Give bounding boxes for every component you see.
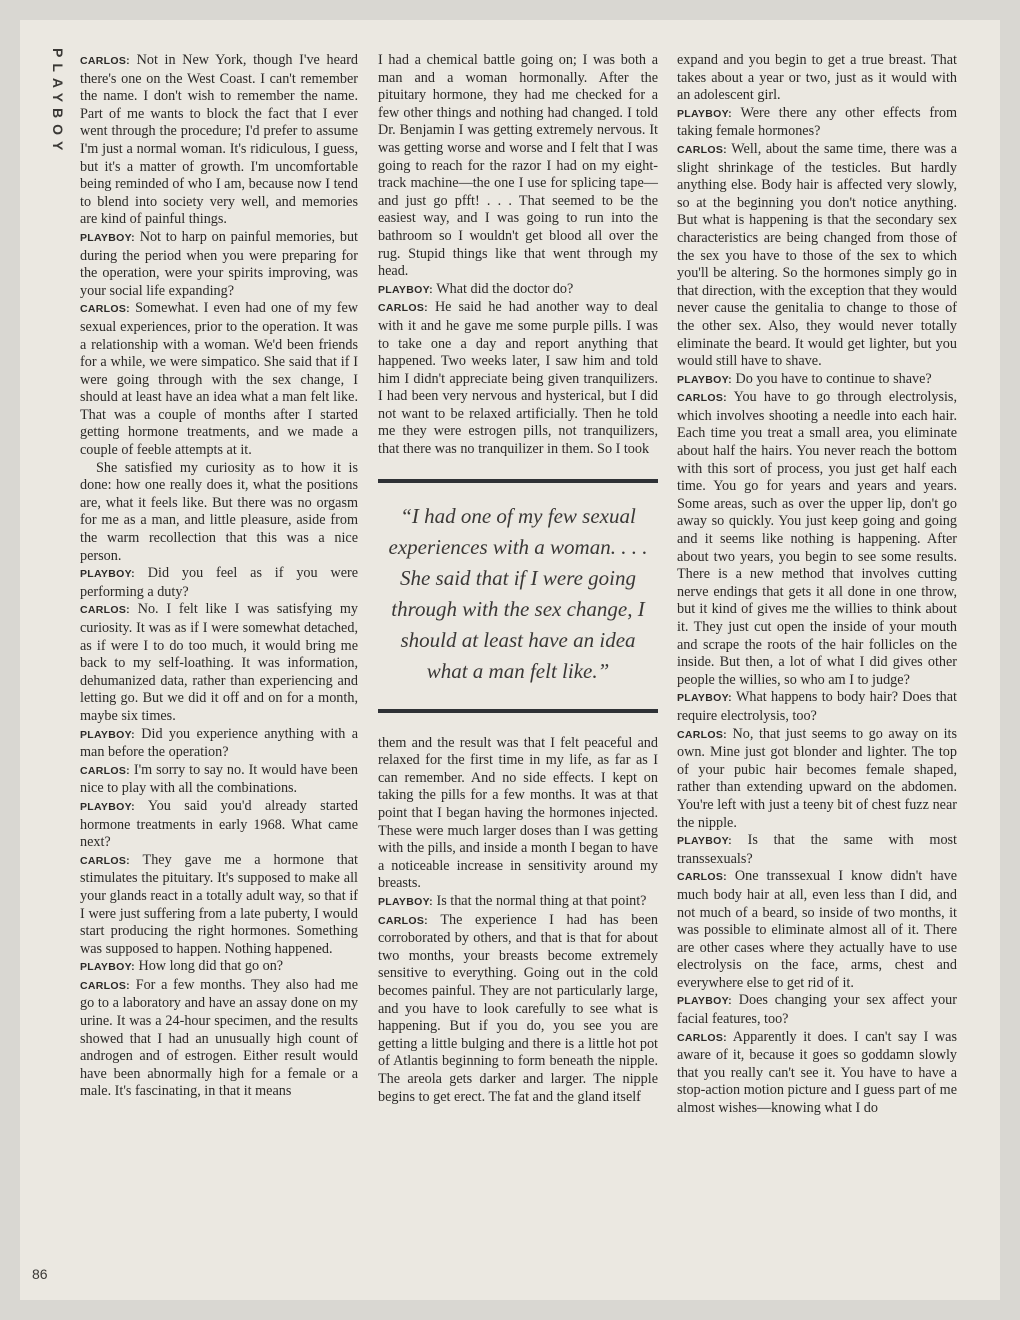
speaker-label: PLAYBOY: [80,800,135,813]
interview-paragraph: CARLOS: Well, about the same time, there was a slight shrinkage of the testicles. But hardly anything else. Body hair is affected very slowly, so at the beginning you don't notice anything. But what is happening is that the secondary sex characteristics are being changed from those of the sex you have to those of the sex to which you'll be altering. So the hormones simply go in that direction, with the exception that they would never cause the genitalia to change to those of the other sex. Also, they would never totally eliminate the beard. It would get lighter, but you would still have to shave. [677,140,957,370]
interview-paragraph: CARLOS: You have to go through electrolysis, which involves shooting a needle into each hair. Each time you treat a small area, you eliminate about half the hairs. You never reach the bottom with this sort of process, you just get half each time. You go for years and years and years. Some areas, such as over the upper lip, don't go away so quickly. You just keep going and going and it seems like nothing is happening. After about two years, you begin to see some results. There is a new method that involves cutting nerve endings that gets it all done in one throw, but it kind of gives me the willies to think about it. They just cut open the inside of your mouth and scrape the roots of the hair follicles on the inside. But then, a lot of what I did gives other people the willies, so who am I to judge? [677,389,957,688]
speaker-label: CARLOS: [80,764,130,777]
interview-paragraph: CARLOS: No, that just seems to go away on its own. Mine just got blonder and lighter. The top of your pubic hair becomes female shaped, rather than extending upward on the abdomen. You're left with just a teeny bit of chest fuzz near the nipple. [677,725,957,831]
interview-paragraph: CARLOS: One transsexual I know didn't have much body hair at all, even less than I did, and not much of a beard, so inside of two months, it was possible to eliminate almost all of it. There are other cases where they actually have to use electrolysis on the face, arms, chest and everywhere else to get rid of it. [677,868,958,991]
interview-paragraph: PLAYBOY: How long did that go on? [80,958,284,975]
speaker-label: PLAYBOY: [677,835,732,848]
speaker-label: PLAYBOY: [677,995,732,1008]
interview-paragraph: expand and you begin to get a true breast. That takes about a year or two, just as it would with an adolescent girl. [677,52,957,104]
speaker-label: PLAYBOY: [677,107,732,120]
speaker-label: CARLOS: [378,302,428,315]
speaker-label: CARLOS: [677,728,727,741]
speaker-label: PLAYBOY: [80,568,135,581]
interview-paragraph: CARLOS: I'm sorry to say no. It would have been nice to play with all the combinations. [80,761,359,797]
pull-quote: “I had one of my few sexual experiences with a woman. . . . She said that if I were going through with the sex change, I should at least have an idea what a man felt like.” [378,479,658,713]
interview-paragraph: CARLOS: They gave me a hormone that stimulates the pituitary. It's supposed to make all your glands react in a totally adult way, so that if I were just suffering from a late puberty, I would start producing the right hormones. Something was supposed to happen. Nothing happened. [80,851,358,957]
interview-paragraph: PLAYBOY: Not to harp on painful memories, but during the period when you were preparing for the operation, were your spirits improving, was your social life expanding? [80,228,358,299]
column-1 [80,52,358,1101]
interview-paragraph: PLAYBOY: Do you have to continue to shave? [677,370,932,387]
speaker-label: CARLOS: [677,392,727,405]
interview-paragraph: PLAYBOY: Is that the same with most transsexuals? [677,832,958,867]
speaker-label: PLAYBOY: [80,961,135,974]
speaker-label: CARLOS: [80,303,130,316]
interview-paragraph: PLAYBOY: You said you'd already started hormone treatments in early 1968. What came next? [80,797,358,851]
speaker-label: PLAYBOY: [80,231,135,244]
speaker-label: CARLOS: [378,914,428,927]
interview-paragraph: PLAYBOY: What did the doctor do? [378,280,574,297]
speaker-label: CARLOS: [80,854,130,867]
interview-paragraph: CARLOS: He said he had another way to deal with it and he gave me some purple pills. I was to take one a day and report anything that happened. Two weeks later, I saw him and told him I didn't appreciate being given tranquilizers. I had been very nervous and hysterical, but I did not want to be relaxed artificially. Then he told me they were estrogen pills, not tranquilizers, that there was no tranquilizer in them. So I took [378,299,658,458]
column-2 [378,52,658,1106]
interview-paragraph: CARLOS: Somewhat. I even had one of my few sexual experiences, prior to the operation. It was a relationship with a woman. We'd been friends for a while, we were simpatico. She said that if I were going through with the sex change, I should at least have an idea what a man felt like. That was a couple of months after I started getting hormone treatments, and we made a couple of feeble attempts at it. [80,300,359,459]
speaker-label: CARLOS: [677,871,727,884]
interview-paragraph: She satisfied my curiosity as to how it is done: how one really does it, what the positions are, what it feels like. But there was no orgasm for me as a man, and little pleasure, aside from the warm recollection that this was a nice person. [80,459,358,564]
speaker-label: PLAYBOY: [378,896,433,908]
speaker-label: CARLOS: [677,143,727,156]
speaker-label: PLAYBOY: [677,692,732,705]
speaker-label: PLAYBOY: [378,283,433,296]
interview-paragraph: CARLOS: Apparently it does. I can't say I was aware of it, because it goes so goddamn slowly that you really can't see it. You have to have a stop-action motion picture and I guess part of me almost wishes—knowing what I do [677,1028,957,1117]
running-head: PLAYBOY [50,48,66,157]
speaker-label: CARLOS: [80,979,130,992]
interview-paragraph: CARLOS: No. I felt like I was satisfying my curiosity. It was as if I were somewhat detached, as if were I to do too much, it would bring me back to my self-loathing. It was information, dehumanized data, rather than experiencing and letting go. But we did it off and on for a month, maybe six times. [80,601,358,724]
interview-paragraph: PLAYBOY: Did you experience anything with a man before the operation? [80,725,359,761]
interview-paragraph: PLAYBOY: Were there any other effects from taking female hormones? [677,104,958,140]
interview-paragraph: CARLOS: For a few months. They also had me go to a laboratory and have an assay done on my urine. It was a 24-hour specimen, and the results showed that I had an unusually high count of androgen and of estrogen. Either result would have been abnormally high for a female or a male. It's fascinating, in that it means [80,976,359,1100]
speaker-label: CARLOS: [80,604,130,617]
interview-paragraph: I had a chemical battle going on; I was both a man and a woman hormonally. After the pituitary hormone, they had me checked for a few other things and nothing had changed. I told Dr. Benjamin I was getting extremely nervous. It was getting worse and worse and I felt that I was going to reach for the razor I had on my eight-track machine—the one I use for splicing tape—and just go pfft! . . . That seemed to be the easiest way, and I was going to run into the bathroom so I wouldn't get blood all over the rug. Stupid things like that went through my head. [378,52,658,280]
interview-paragraph: PLAYBOY: Is that the normal thing at that point? [378,893,647,909]
interview-paragraph: PLAYBOY: What happens to body hair? Does that require electrolysis, too? [677,689,957,724]
speaker-label: CARLOS: [677,1031,727,1044]
page-number: 86 [32,1266,48,1282]
speaker-label: CARLOS: [80,55,130,67]
interview-paragraph: PLAYBOY: Did you feel as if you were performing a duty? [80,565,359,600]
speaker-label: PLAYBOY: [80,728,135,741]
speaker-label: PLAYBOY: [677,373,732,386]
interview-paragraph: PLAYBOY: Does changing your sex affect your facial features, too? [677,992,957,1028]
interview-paragraph: CARLOS: Not in New York, though I've heard there's one on the West Coast. I can't remember the name. I don't wish to remember the name. Part of me wants to block the fact that I ever went through the procedure; I'd prefer to assume I'm just a normal woman. It's ridiculous, I guess, but it's a matter of growth. I'm uncomfortable being reminded of who I am, because now I tend to blend into society very well, and memories are kind of painful things. [80,52,359,228]
column-3 [677,52,957,1118]
interview-paragraph: CARLOS: The experience I had has been corroborated by others, and that is that for about two months, your breasts become extremely sensitive to everything. Going out in the cold becomes painful. They are not particularly large, and you have to look carefully to see what is happening. But if you do, you see you are getting a little bulging and there is a little hot pot of Atlantis beginning to form beneath the nipple. The areola gets darker and larger. The nipple begins to get erect. The fat and the gland itself [378,911,658,1105]
interview-paragraph: them and the result was that I felt peaceful and relaxed for the first time in my life, as far as I can remember. And no side effects. I kept on taking the pills for a few months. It was at that point that I began having the hormones injected. These were much larger doses than I was getting with the pills, and inside a month I began to have a noticeable increase in sensitivity around my breasts. [378,734,658,892]
magazine-page [20,20,1000,1300]
